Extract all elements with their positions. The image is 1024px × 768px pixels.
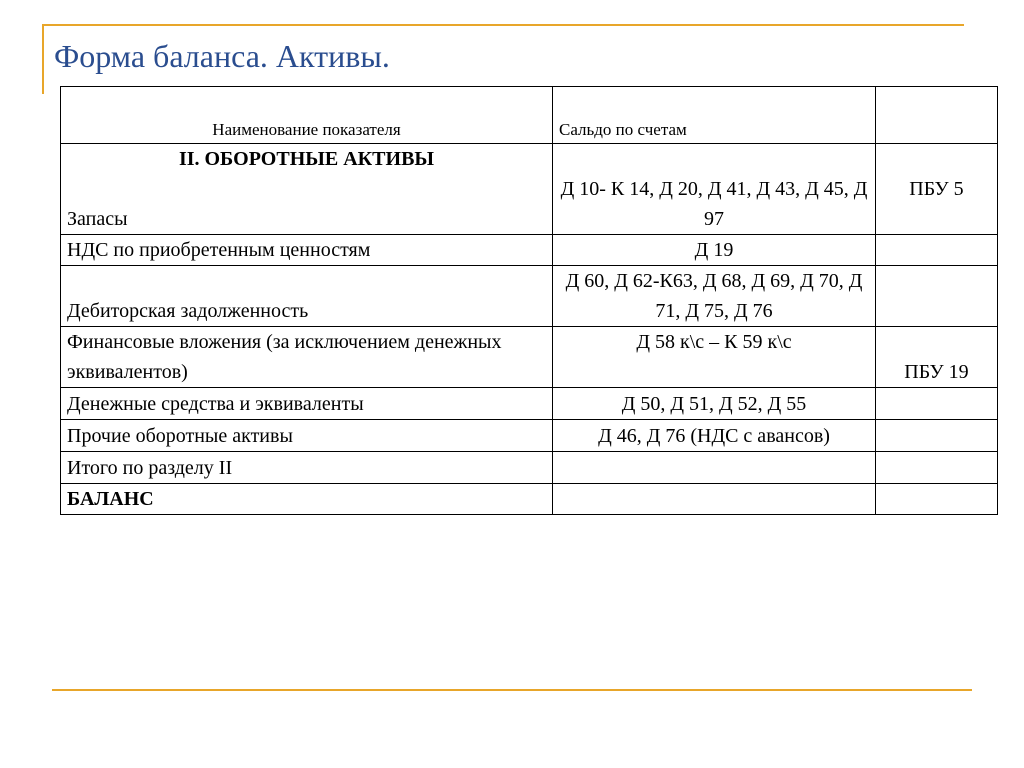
table-row [61, 420, 998, 452]
slide-title: Форма баланса. Активы. [54, 38, 390, 74]
row-standard: ПБУ 19 [876, 327, 998, 388]
header-indicator-name: Наименование показателя [61, 87, 553, 144]
table-row [61, 388, 998, 420]
table-row [61, 266, 998, 327]
row-name: БАЛАНС [61, 484, 553, 515]
table-row [61, 327, 998, 388]
row-standard [876, 388, 998, 420]
row-name: Прочие оборотные активы [61, 420, 553, 452]
table-row [61, 484, 998, 515]
table-row [61, 144, 998, 235]
row-name: Запасы [67, 208, 128, 230]
row-standard [876, 235, 998, 266]
row-accounts: Д 60, Д 62-К63, Д 68, Д 69, Д 70, Д 71, Д 75, Д 76 [553, 266, 876, 327]
row-accounts [553, 484, 876, 515]
row-standard [876, 420, 998, 452]
row-name: Денежные средства и эквиваленты [61, 388, 553, 420]
bottom-decorative-rule [52, 689, 972, 691]
section-heading: II. ОБОРОТНЫЕ АКТИВЫ [178, 148, 435, 170]
row-standard [876, 484, 998, 515]
row-accounts: Д 10- К 14, Д 20, Д 41, Д 43, Д 45, Д 97 [553, 144, 876, 235]
row-accounts: Д 58 к\с – К 59 к\с [553, 327, 876, 388]
row-accounts [553, 452, 876, 484]
row-name: Финансовые вложения (за исключением денежных эквивалентов) [61, 327, 553, 388]
row-standard [876, 266, 998, 327]
table-row [61, 235, 998, 266]
table-header-row [61, 87, 998, 144]
row-name-cell [61, 144, 553, 235]
row-standard [876, 452, 998, 484]
row-accounts: Д 46, Д 76 (НДС с авансов) [553, 420, 876, 452]
balance-assets-table [60, 86, 998, 515]
header-standard [876, 87, 998, 144]
left-decorative-rule [42, 24, 44, 94]
row-standard: ПБУ 5 [876, 144, 998, 235]
top-decorative-rule [42, 24, 964, 26]
row-accounts: Д 50, Д 51, Д 52, Д 55 [553, 388, 876, 420]
row-accounts: Д 19 [553, 235, 876, 266]
row-name: Итого по разделу II [61, 452, 553, 484]
row-name: Дебиторская задолженность [61, 266, 553, 327]
header-account-balance: Сальдо по счетам [553, 87, 876, 144]
table-row [61, 452, 998, 484]
row-name: НДС по приобретенным ценностям [61, 235, 553, 266]
